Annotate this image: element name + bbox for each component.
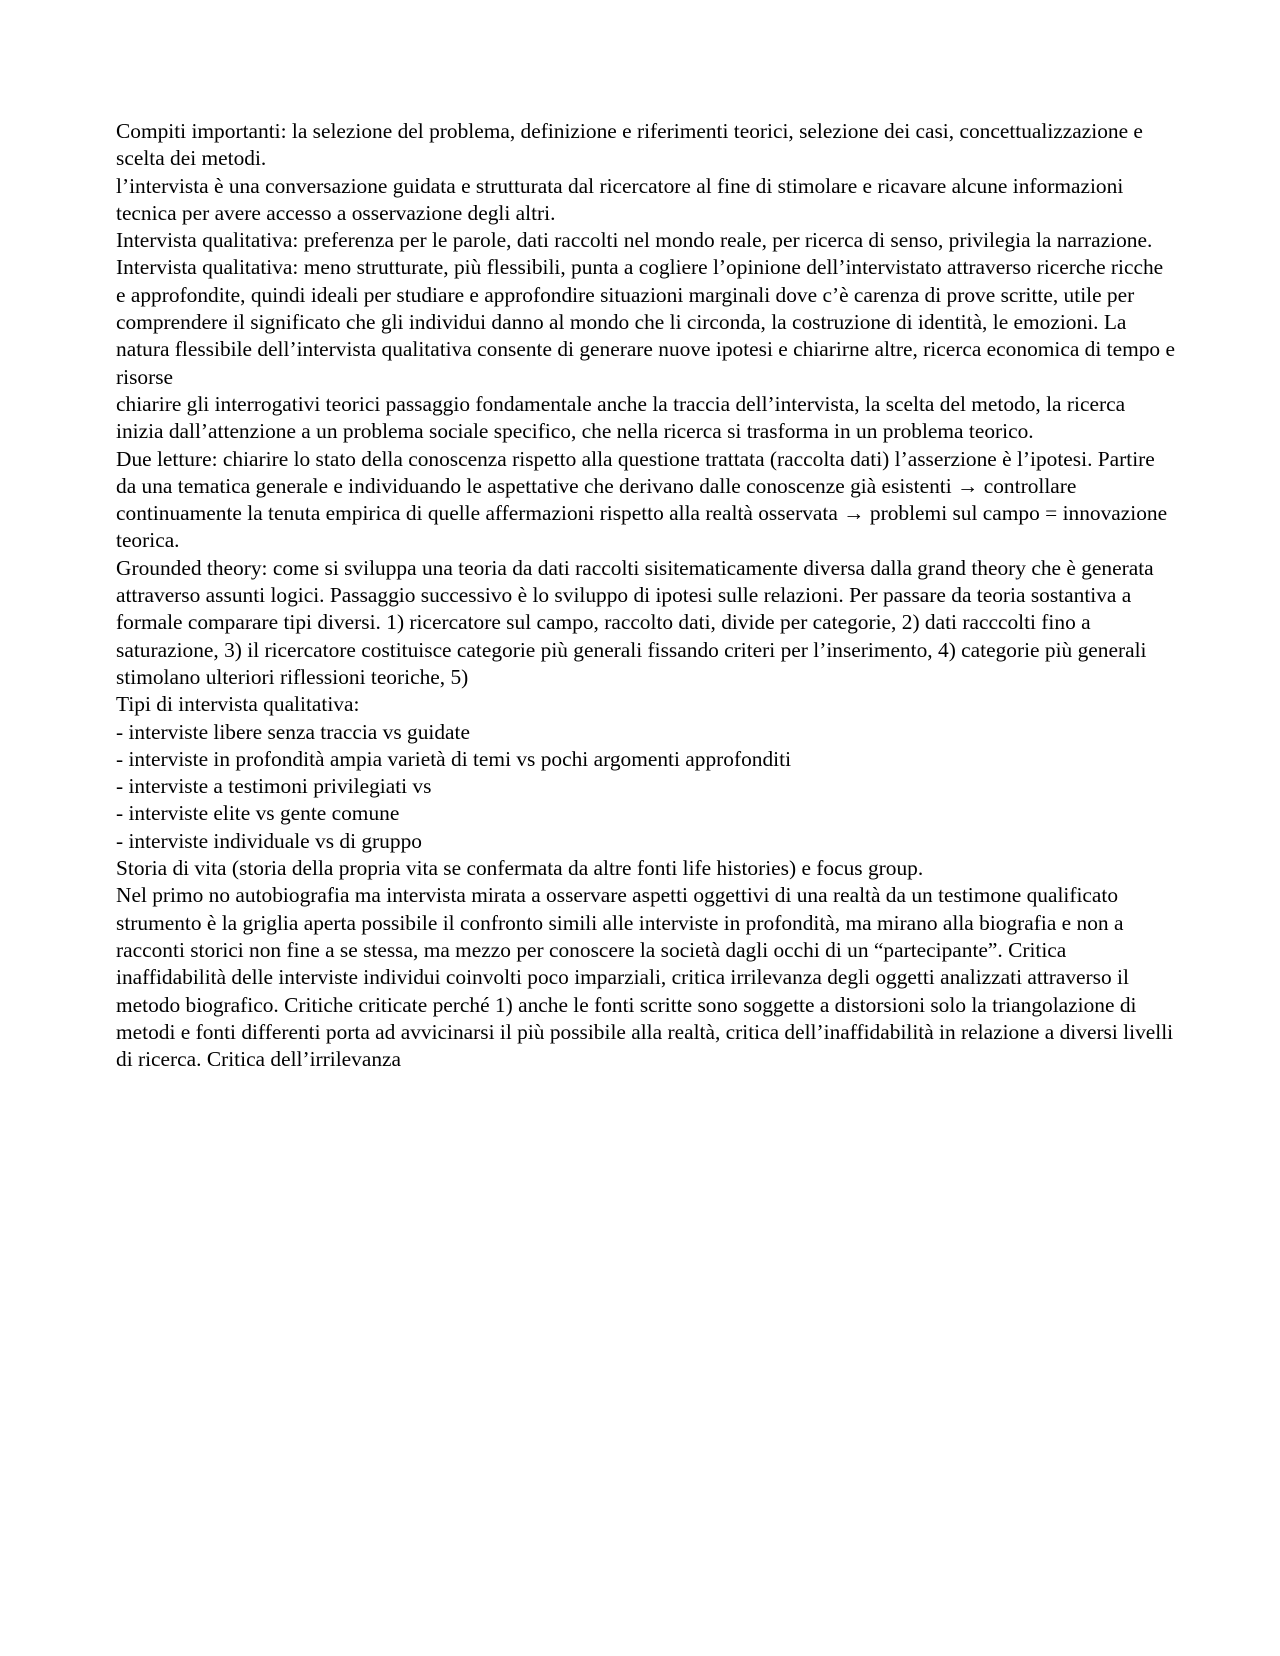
list-item: - interviste individuale vs di gruppo [116, 828, 422, 853]
list-item: - interviste in profondità ampia varietà di temi vs pochi argomenti approfonditi [116, 746, 792, 771]
paragraph-grounded-theory: Grounded theory: come si sviluppa una teoria da dati raccolti sisitematicamente diversa dalla grand theory che è generata attraverso assunti logici. Passaggio successivo è lo sviluppo di ipotesi sulle relazioni. Per passare da teoria sostantiva a formale comparare tipi diversi. 1) ricercatore sul campo, raccolto dati, divide per categorie, 2) dati racccolti fino a saturazione, 3) il ricercatore costituisce categorie più generali fissando criteri per l’inserimento, 4) categorie più generali stimolano ulteriori riflessioni teoriche, 5) [116, 555, 1154, 689]
document-body [116, 118, 1176, 1073]
paragraph-intervista-definizione: l’intervista è una conversazione guidata e strutturata dal ricercatore al fine di stimolare e ricavare alcune informazioni tecnica per avere accesso a osservazione degli altri. [116, 173, 1124, 225]
paragraph-intervista-qualitativa: Intervista qualitativa: preferenza per le parole, dati raccolti nel mondo reale, per ricerca di senso, privilegia la narrazione. Intervista qualitativa: meno strutturate, più flessibili, punta a cogliere l’opinione dell’intervistato attraverso ricerche ricche e approfondite, quindi ideali per studiare e approfondire situazioni marginali dove c’è carenza di prove scritte, utile per comprendere il significato che gli individui danno al mondo che li circonda, la costruzione di identità, le emozioni. La natura flessibile dell’intervista qualitativa consente di generare nuove ipotesi e chiarirne altre, ricerca economica di tempo e risorse [116, 228, 1175, 389]
paragraph-storia-di-vita: Storia di vita (storia della propria vita se confermata da altre fonti life histories) e focus group. [116, 856, 924, 881]
paragraph-tipi-intervista-heading: Tipi di intervista qualitativa: [116, 692, 360, 717]
list-item: - interviste elite vs gente comune [116, 801, 400, 826]
paragraph-compiti: Compiti importanti: la selezione del problema, definizione e riferimenti teorici, selezione dei casi, concettualizzazione e scelta dei metodi. [116, 119, 1143, 171]
paragraph-due-letture: Due letture: chiarire lo stato della conoscenza rispetto alla questione trattata (raccolta dati) l’asserzione è l’ipotesi. Partire da una tematica generale e individuando le aspettative che derivano dalle conoscenze già esistenti → controllare continuamente la tenuta empirica di quelle affermazioni rispetto alla realtà osservata → problemi sul campo = innovazione teorica. [116, 446, 1168, 553]
paragraph-interrogativi-teorici: chiarire gli interrogativi teorici passaggio fondamentale anche la traccia dell’intervista, la scelta del metodo, la ricerca inizia dall’attenzione a un problema sociale specifico, che nella ricerca si trasforma in un problema teorico. [116, 391, 1126, 444]
paragraph-nel-primo: Nel primo no autobiografia ma intervista mirata a osservare aspetti oggettivi di una realtà da un testimone qualificato strumento è la griglia aperta possibile il confronto simili alle interviste in profondità, ma mirano alla biografia e non a racconti storici non fine a se stessa, ma mezzo per conoscere la società dagli occhi di un “partecipante”. Critica inaffidabilità delle interviste individui coinvolti poco imparziali, critica irrilevanza degli oggetti analizzati attraverso il metodo biografico. Critiche criticate perché 1) anche le fonti scritte sono soggette a distorsioni solo la triangolazione di metodi e fonti differenti porta ad avvicinarsi il più possibile alla realtà, critica dell’inaffidabilità in relazione a diversi livelli di ricerca. Critica dell’irrilevanza [116, 883, 1174, 1072]
list-item: - interviste libere senza traccia vs guidate [116, 719, 470, 744]
list-item: - interviste a testimoni privilegiati vs [116, 774, 432, 799]
